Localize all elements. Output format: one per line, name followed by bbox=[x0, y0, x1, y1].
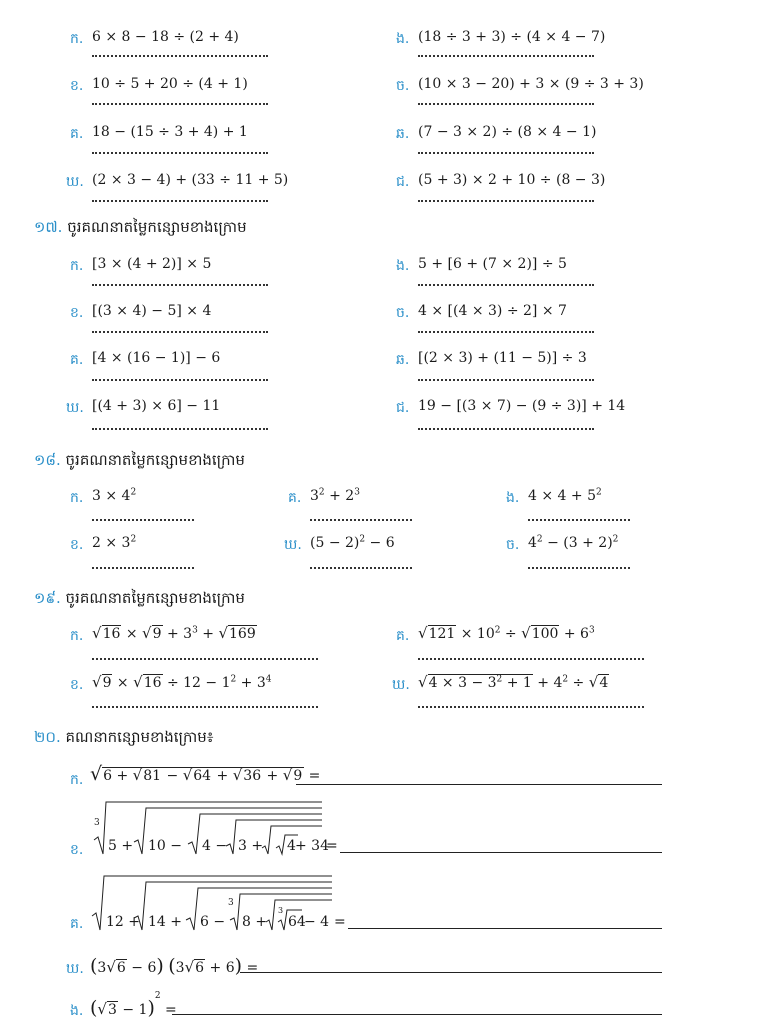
expr-part: 12 + bbox=[106, 914, 140, 930]
expr-part: 6 − bbox=[200, 914, 226, 930]
label-chha: ឆ. bbox=[396, 126, 410, 142]
expr-part: 64 bbox=[288, 914, 306, 930]
label-nga: ង. bbox=[396, 31, 410, 47]
answer-line[interactable] bbox=[418, 55, 594, 57]
answer-line[interactable] bbox=[418, 658, 644, 660]
answer-line[interactable] bbox=[418, 379, 594, 381]
answer-line[interactable] bbox=[418, 284, 594, 286]
expr: $3 \times 4^2$ bbox=[92, 487, 137, 504]
expr: 10 ÷ 5 + 20 ÷ (4 + 1) bbox=[92, 76, 248, 92]
expr-part: 4 bbox=[287, 838, 296, 854]
expr: $4 \times 4 + 5^2$ bbox=[528, 487, 602, 504]
answer-line[interactable] bbox=[92, 519, 194, 521]
label-cho: ជ. bbox=[396, 400, 410, 416]
answer-line[interactable] bbox=[92, 152, 268, 154]
label-ko: គ. bbox=[70, 126, 84, 142]
label-nga: ង. bbox=[70, 1003, 84, 1019]
label-chha: ឆ. bbox=[396, 352, 410, 368]
label-ko: គ. bbox=[70, 916, 84, 932]
expr: (2 × 3 − 4) + (33 ÷ 11 + 5) bbox=[92, 172, 289, 188]
answer-line[interactable] bbox=[418, 103, 594, 105]
answer-line[interactable] bbox=[418, 706, 644, 708]
label-kho: ឃ. bbox=[66, 961, 84, 977]
expr-part: 4 − bbox=[202, 838, 228, 854]
answer-line[interactable] bbox=[418, 200, 594, 202]
question-title: ចូរគណនាតម្លៃកន្សោមខាងក្រោម bbox=[67, 218, 247, 236]
expr-part: − 4 bbox=[304, 914, 330, 930]
question-title: គណនាកន្សោមខាងក្រោម៖ bbox=[65, 728, 214, 746]
label-nga: ង. bbox=[506, 490, 520, 506]
equals-sign: = bbox=[326, 838, 338, 854]
question-heading bbox=[34, 728, 213, 750]
answer-line[interactable] bbox=[418, 428, 594, 430]
answer-line[interactable] bbox=[418, 152, 594, 154]
label-ko: គ. bbox=[70, 352, 84, 368]
expr: [(3 × 4) − 5] × 4 bbox=[92, 303, 212, 319]
label-ka: ក. bbox=[70, 490, 84, 506]
label-ka: ក. bbox=[70, 628, 84, 644]
label-ka: ក. bbox=[70, 258, 84, 274]
label-kha: ខ. bbox=[70, 842, 84, 858]
answer-line[interactable] bbox=[240, 972, 662, 973]
expr: $2 \times 3^2$ bbox=[92, 534, 137, 551]
answer-line[interactable] bbox=[92, 331, 268, 333]
expr-part: 8 + bbox=[242, 914, 268, 930]
expr: (5 + 3) × 2 + 10 ÷ (8 − 3) bbox=[418, 172, 606, 188]
label-ko: គ. bbox=[288, 490, 302, 506]
expr: $√9 \times √16 \div 12 - 1^2 + 3^4$ bbox=[92, 673, 272, 691]
expr: [3 × (4 + 2)] × 5 bbox=[92, 256, 212, 272]
label-kho: ឃ. bbox=[66, 174, 84, 190]
root-index: 3 bbox=[228, 898, 234, 908]
root-index: 3 bbox=[94, 818, 100, 828]
expr: (10 × 3 − 20) + 3 × (9 ÷ 3 + 3) bbox=[418, 76, 644, 92]
expr: 19 − [(3 × 7) − (9 ÷ 3)] + 14 bbox=[418, 398, 626, 414]
label-ko: គ. bbox=[396, 628, 410, 644]
label-ca: ច. bbox=[396, 305, 410, 321]
expr: 4 × [(4 × 3) ÷ 2] × 7 bbox=[418, 303, 567, 319]
answer-line[interactable] bbox=[92, 567, 194, 569]
question-heading bbox=[34, 589, 245, 611]
expr: $3^2 + 2^3$ bbox=[310, 487, 360, 504]
expr: (3√6 − 6) (3√6 + 6) = bbox=[90, 955, 259, 977]
answer-line[interactable] bbox=[92, 200, 268, 202]
expr: √6 + √81 − √64 + √36 + √9 = bbox=[90, 763, 321, 785]
answer-line[interactable] bbox=[92, 103, 268, 105]
label-ka: ក. bbox=[70, 31, 84, 47]
expr-part: 14 + bbox=[148, 914, 182, 930]
question-heading bbox=[34, 451, 245, 473]
question-number: ១៨. bbox=[34, 451, 61, 469]
answer-line[interactable] bbox=[92, 706, 318, 708]
answer-line[interactable] bbox=[340, 852, 662, 853]
expr: $√4 \times 3 - 3^2 + 1 + 4^2 \div √4$ bbox=[418, 673, 609, 691]
answer-line[interactable] bbox=[310, 567, 412, 569]
expr: [4 × (16 − 1)] − 6 bbox=[92, 350, 221, 366]
answer-line[interactable] bbox=[418, 331, 594, 333]
answer-line[interactable] bbox=[296, 784, 662, 785]
answer-line[interactable] bbox=[348, 928, 662, 929]
label-kho: ឃ. bbox=[284, 537, 302, 553]
nested-radical-figure bbox=[92, 800, 329, 856]
expr: $4^2 - (3 + 2)^2$ bbox=[528, 534, 619, 551]
answer-line[interactable] bbox=[92, 284, 268, 286]
label-ca: ច. bbox=[506, 537, 520, 553]
expr-part: + 34 bbox=[295, 838, 329, 854]
question-title: ចូរគណនាតម្លៃកន្សោមខាងក្រោម bbox=[65, 589, 245, 607]
expr: 5 + [6 + (7 × 2)] ÷ 5 bbox=[418, 256, 567, 272]
answer-line[interactable] bbox=[92, 658, 318, 660]
question-number: ១៩. bbox=[34, 589, 61, 607]
root-index: 3 bbox=[278, 906, 284, 915]
expr-part: 3 + bbox=[238, 838, 264, 854]
expr: [(4 + 3) × 6] − 11 bbox=[92, 398, 221, 414]
expr: $(√3 - 1)^2$ = bbox=[90, 991, 177, 1019]
label-cho: ជ. bbox=[396, 174, 410, 190]
expr: 18 − (15 ÷ 3 + 4) + 1 bbox=[92, 124, 248, 140]
label-kha: ខ. bbox=[70, 677, 84, 693]
expr: (7 − 3 × 2) ÷ (8 × 4 − 1) bbox=[418, 124, 597, 140]
expr: 6 × 8 − 18 ÷ (2 + 4) bbox=[92, 29, 239, 45]
expr: $√16 \times √9 + 3^3 + √169$ bbox=[92, 624, 256, 642]
question-number: ១៧. bbox=[34, 218, 63, 236]
answer-line[interactable] bbox=[92, 55, 268, 57]
question-number: ២០. bbox=[34, 728, 61, 746]
expr: $√121 \times 10^2 \div √100 + 6^3$ bbox=[418, 624, 595, 642]
question-heading bbox=[34, 218, 247, 240]
label-kho: ឃ. bbox=[392, 677, 410, 693]
answer-line[interactable] bbox=[310, 519, 412, 521]
expr-part: 5 + bbox=[108, 838, 134, 854]
label-ca: ច. bbox=[396, 78, 410, 94]
expr-part: 10 − bbox=[148, 838, 182, 854]
label-kho: ឃ. bbox=[66, 400, 84, 416]
answer-line[interactable] bbox=[92, 428, 268, 430]
expr: [(2 × 3) + (11 − 5)] ÷ 3 bbox=[418, 350, 587, 366]
expr: (18 ÷ 3 + 3) ÷ (4 × 4 − 7) bbox=[418, 29, 606, 45]
nested-radical-figure bbox=[90, 872, 334, 932]
answer-line[interactable] bbox=[92, 379, 268, 381]
label-nga: ង. bbox=[396, 258, 410, 274]
question-title: ចូរគណនាតម្លៃកន្សោមខាងក្រោម bbox=[65, 451, 245, 469]
answer-line[interactable] bbox=[528, 567, 630, 569]
label-kha: ខ. bbox=[70, 537, 84, 553]
answer-line[interactable] bbox=[172, 1014, 662, 1015]
label-ka: ក. bbox=[70, 772, 84, 788]
answer-line[interactable] bbox=[528, 519, 630, 521]
label-kha: ខ. bbox=[70, 78, 84, 94]
equals-sign: = bbox=[334, 914, 346, 930]
expr: $(5 - 2)^2 - 6$ bbox=[310, 534, 395, 551]
label-kha: ខ. bbox=[70, 305, 84, 321]
